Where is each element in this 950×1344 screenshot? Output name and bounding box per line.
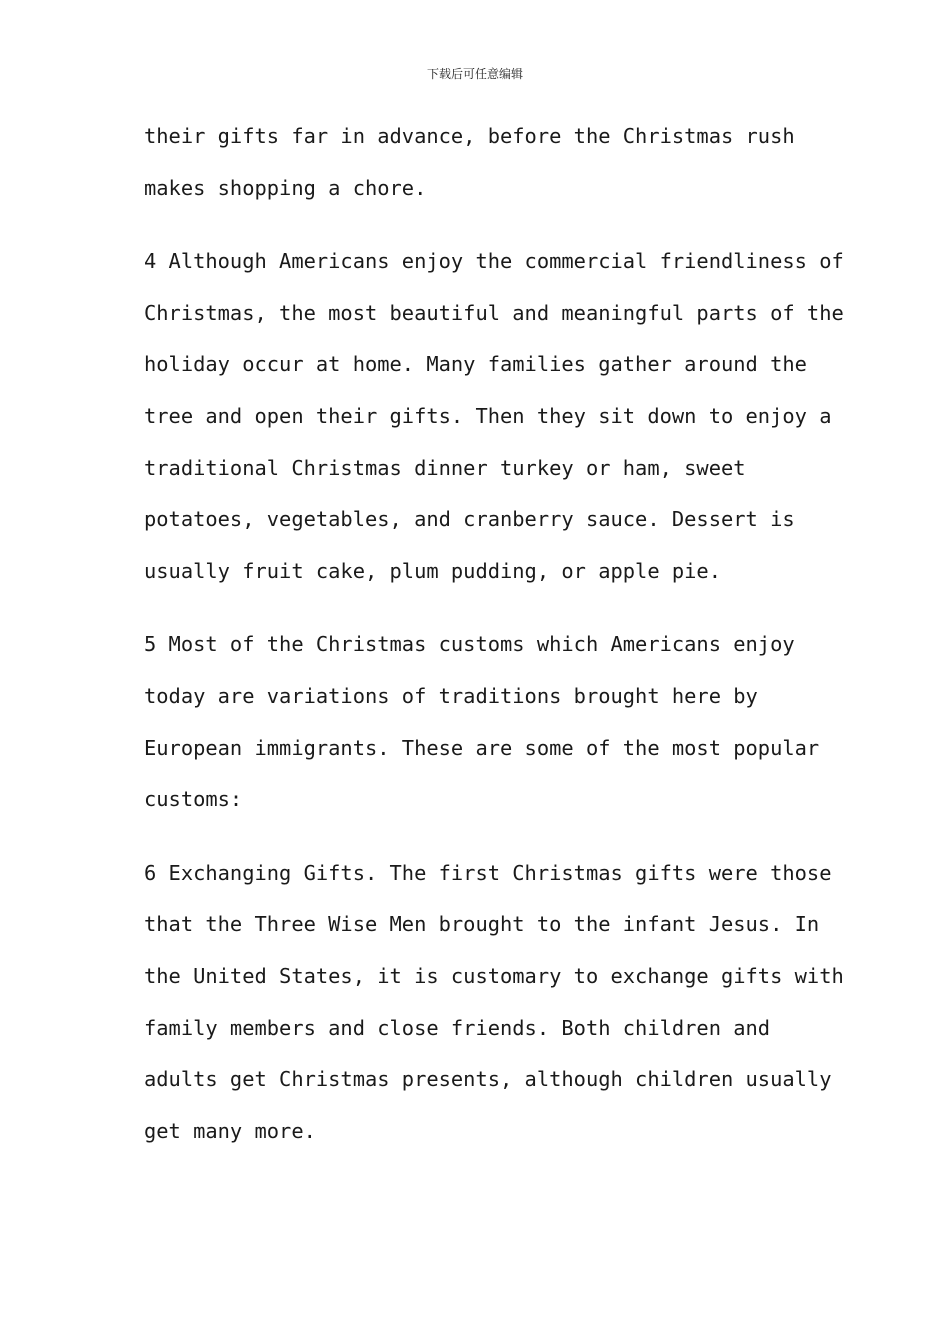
text-line: Christmas, the most beautiful and meaningful parts of the: [144, 300, 844, 325]
paragraph-6: [144, 848, 844, 1158]
paragraph-continuation: [144, 111, 824, 214]
text-line: their gifts far in advance, before the Christmas rush: [144, 124, 795, 148]
text-line: customs:: [144, 787, 243, 812]
text-line: usually fruit cake, plum pudding, or apple pie.: [144, 558, 721, 583]
text-line: tree and open their gifts. Then they sit down to enjoy a: [144, 403, 832, 428]
text-line: get many more.: [144, 1118, 316, 1143]
text-line: today are variations of traditions brought here by: [144, 683, 758, 708]
text-line: holiday occur at home. Many families gather around the: [144, 352, 807, 377]
text-line: the United States, it is customary to exchange gifts with: [144, 963, 844, 988]
text-line: 6 Exchanging Gifts. The first Christmas gifts were those: [144, 860, 832, 885]
text-line: makes shopping a chore.: [144, 175, 427, 200]
text-line: traditional Christmas dinner turkey or ham, sweet: [144, 455, 746, 480]
page-header: 下载后可任意编辑: [426, 67, 523, 81]
text-line: family members and close friends. Both children and: [144, 1015, 771, 1040]
text-line: 4 Although Americans enjoy the commercial friendliness of: [144, 249, 844, 274]
text-line: that the Three Wise Men brought to the infant Jesus. In: [144, 912, 820, 937]
paragraph-4: [144, 236, 844, 597]
text-line: potatoes, vegetables, and cranberry sauce. Dessert is: [144, 507, 795, 532]
text-line: European immigrants. These are some of the most popular: [144, 735, 820, 760]
paragraph-5: [144, 619, 824, 825]
text-line: 5 Most of the Christmas customs which Americans enjoy: [144, 632, 795, 657]
document-body: [144, 111, 844, 1179]
text-line: adults get Christmas presents, although children usually: [144, 1067, 832, 1092]
